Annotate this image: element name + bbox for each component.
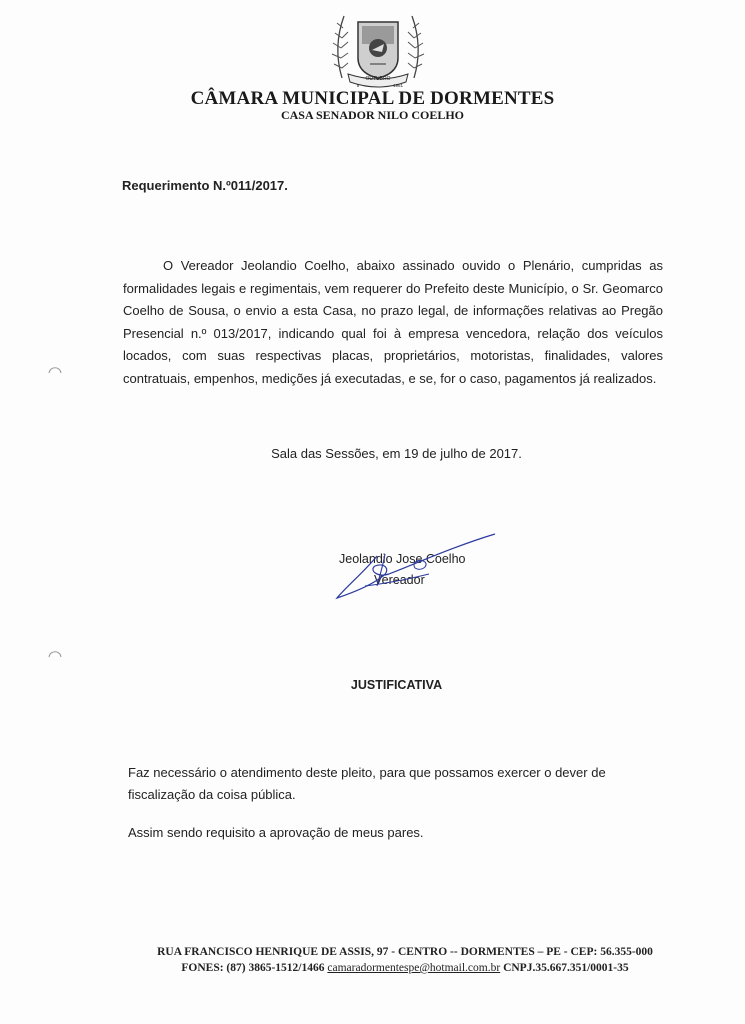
punch-hole-mark-icon	[48, 364, 62, 374]
justification-text: Faz necessário o atendimento deste pleito, para que possamos exercer o dever de fiscalização da coisa pública.	[128, 765, 606, 802]
footer-email-link[interactable]: camaradormentespe@hotmail.com.br	[327, 962, 501, 974]
justification-title: JUSTIFICATIVA	[350, 678, 443, 692]
requirement-body	[123, 255, 663, 390]
signatory-role: Vereador	[374, 573, 425, 587]
requirement-number: Requerimento N.º011/2017.	[122, 178, 288, 193]
chamber-subtitle: CASA SENADOR NILO COELHO	[280, 108, 465, 122]
session-date: Sala das Sessões, em 19 de julho de 2017.	[271, 446, 522, 461]
chamber-title: CÂMARA MUNICIPAL DE DORMENTES	[190, 88, 555, 109]
crest-year: 1961	[392, 83, 404, 88]
footer-address: RUA FRANCISCO HENRIQUE DE ASSIS, 97 - CENTRO -- DORMENTES – PE - CEP: 56.355-000	[157, 946, 653, 958]
punch-hole-mark-icon	[48, 648, 62, 658]
requirement-paragraph: O Vereador Jeolandio Coelho, abaixo assinado ouvido o Plenário, cumpridas as formalidades legais e regimentais, vem requerer do Prefeito deste Município, o Sr. Geomarco Coelho de Sousa, o envio a esta Casa, no prazo legal, de informações relativas ao Pregão Presencial n.º 013/2017, indicando qual foi à empresa vencedora, relação dos veículos locados, com suas respectivas placas, proprietários, motoristas, finalidades, valores contratuais, empenhos, medições já executadas, e se, for o caso, pagamentos já realizados.	[123, 258, 663, 386]
signatory-name: Jeolandio Jose Coelho	[339, 552, 466, 566]
footer-phones: FONES: (87) 3865-1512/1466	[181, 962, 325, 974]
handwritten-signature	[325, 526, 500, 606]
closing-text: Assim sendo requisito a aprovação de meus pares.	[128, 825, 424, 840]
footer-contact	[0, 962, 745, 974]
crest-left-number: 8	[356, 83, 360, 88]
municipal-crest-icon	[322, 8, 434, 92]
crest-ribbon-text: OUTUBRO	[365, 76, 391, 82]
footer-cnpj: CNPJ.35.667.351/0001-35	[503, 962, 629, 974]
